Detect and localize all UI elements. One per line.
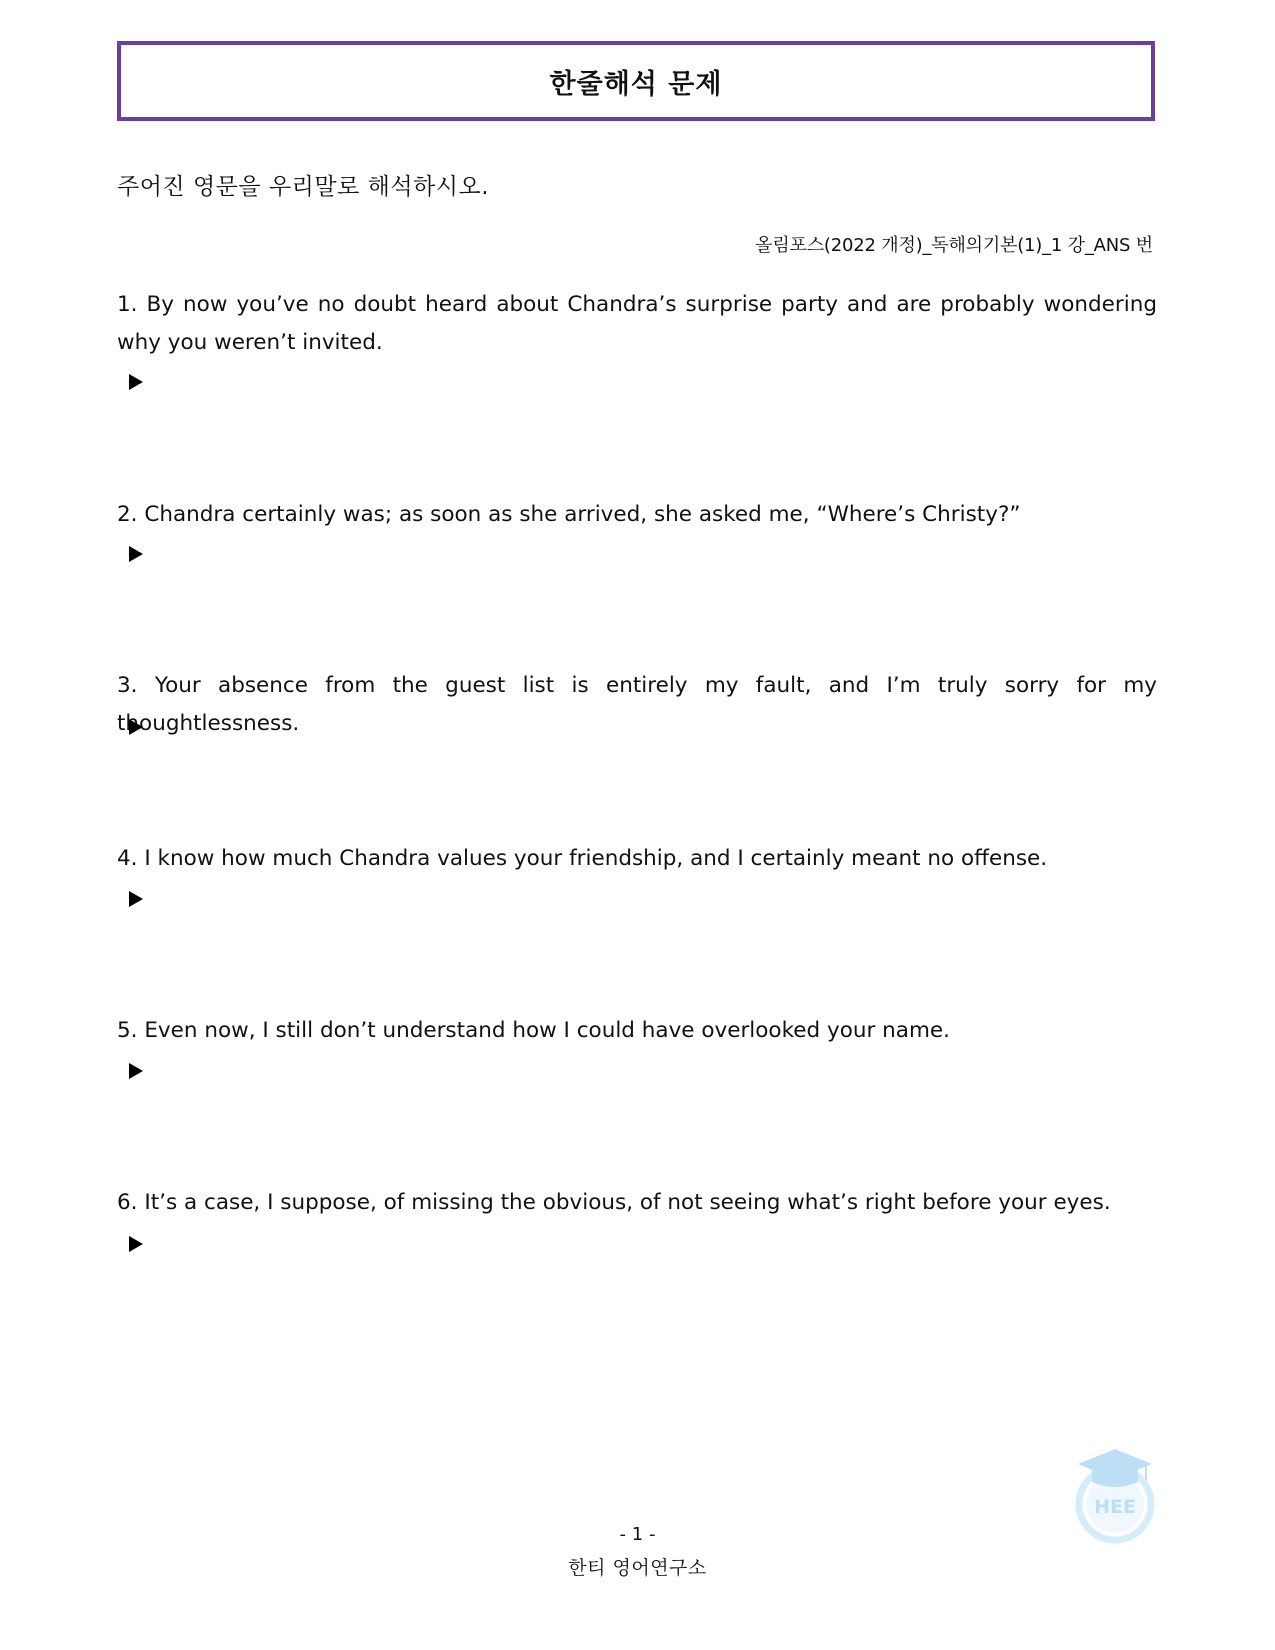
answer-arrow-icon: [129, 719, 143, 735]
answer-arrow-icon: [129, 374, 143, 390]
source-label: 올림포스(2022 개정)_독해의기본(1)_1 강_ANS 번: [755, 235, 1153, 256]
question-4: 4. I know how much Chandra values your friendship, and I certainly meant no offense.: [117, 846, 1048, 871]
question-3: 3. Your absence from the guest list is entirely my fault, and I’m truly sorry for my thoughtlessness.: [117, 673, 1157, 736]
answer-arrow-icon: [129, 546, 143, 562]
question-5: 5. Even now, I still don’t understand how I could have overlooked your name.: [117, 1018, 950, 1043]
page-title: 한줄해석 문제: [549, 68, 723, 100]
footer-organization: 한티 영어연구소: [568, 1557, 707, 1579]
instruction-text: 주어진 영문을 우리말로 해석하시오.: [117, 174, 490, 200]
question-1: 1. By now you’ve no doubt heard about Chandra’s surprise party and are probably wondering why you weren’t invited.: [117, 292, 1157, 355]
page-number: - 1 -: [619, 1524, 656, 1545]
question-6: 6. It’s a case, I suppose, of missing the obvious, of not seeing what’s right before your eyes.: [117, 1190, 1111, 1215]
logo-text: HEE: [1094, 1496, 1136, 1518]
question-2: 2. Chandra certainly was; as soon as she arrived, she asked me, “Where’s Christy?”: [117, 502, 1021, 527]
answer-arrow-icon: [129, 1236, 143, 1252]
answer-arrow-icon: [129, 891, 143, 907]
title-box: [117, 41, 1155, 121]
answer-arrow-icon: [129, 1063, 143, 1079]
